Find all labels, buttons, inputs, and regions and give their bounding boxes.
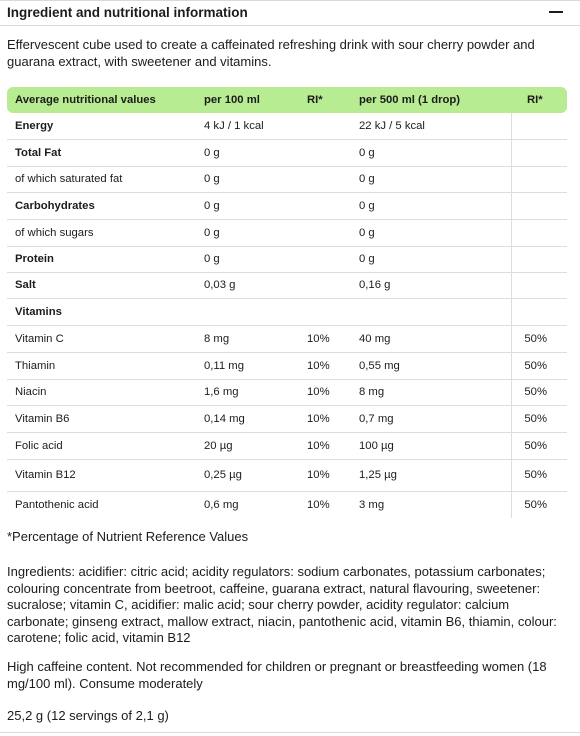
- nutrient-name: Vitamin B6: [7, 405, 204, 432]
- ri-per-500ml: [511, 246, 567, 272]
- ri-per-100ml: [307, 192, 355, 219]
- ri-per-500ml: 50%: [511, 325, 567, 352]
- table-row: [7, 246, 567, 272]
- ri-per-100ml: [307, 219, 355, 246]
- divider: [0, 25, 580, 26]
- value-per-100ml: 0,03 g: [204, 272, 307, 298]
- ri-per-500ml: 50%: [511, 379, 567, 405]
- table-row: [7, 272, 567, 298]
- nutrient-name: Protein: [7, 246, 204, 272]
- nutrient-name: Thiamin: [7, 352, 204, 379]
- nutrient-name: Vitamins: [7, 298, 204, 325]
- table-row: [7, 325, 567, 352]
- table-row: [7, 166, 567, 192]
- ri-per-500ml: [511, 192, 567, 219]
- value-per-100ml: 0,14 mg: [204, 405, 307, 432]
- value-per-500ml: 0 g: [355, 219, 511, 246]
- column-header: RI*: [307, 87, 355, 113]
- table-row: [7, 379, 567, 405]
- value-per-500ml: 0 g: [355, 246, 511, 272]
- ri-per-100ml: [307, 113, 355, 139]
- table-row: [7, 139, 567, 166]
- ingredients-text: Ingredients: acidifier: citric acid; acidity regulators: sodium carbonates, potassium carbonates; colouring concentrate from beetroot, caffeine, guarana extract, natural flavouring, sweetener: sucralose; vitamin C, acidifier: malic acid; sour cherry powder, acidity regulator: calcium carbonate; ginseng extract, mallow extract, niacin, pantothenic acid, vitamin B6, thiamin, colour: carotene; folic acid, vitamin B12: [7, 564, 557, 645]
- nutrition-table: [7, 87, 567, 518]
- ri-per-100ml: 10%: [307, 325, 355, 352]
- footnote: *Percentage of Nutrient Reference Values: [7, 529, 249, 544]
- value-per-500ml: 0,7 mg: [355, 405, 511, 432]
- ri-per-100ml: [307, 272, 355, 298]
- net-amount: 25,2 g (12 servings of 2,1 g): [7, 708, 169, 723]
- column-header: Average nutritional values: [7, 87, 204, 113]
- value-per-100ml: 0 g: [204, 139, 307, 166]
- column-header: per 500 ml (1 drop): [355, 87, 511, 113]
- nutrient-name: of which sugars: [7, 219, 204, 246]
- ri-per-100ml: [307, 139, 355, 166]
- ri-per-500ml: [511, 298, 567, 325]
- value-per-100ml: 20 µg: [204, 432, 307, 459]
- nutrient-name: Folic acid: [7, 432, 204, 459]
- value-per-100ml: 0,11 mg: [204, 352, 307, 379]
- value-per-100ml: 4 kJ / 1 kcal: [204, 113, 307, 139]
- value-per-500ml: 0 g: [355, 192, 511, 219]
- table-row: [7, 352, 567, 379]
- table-row: [7, 219, 567, 246]
- table-row: [7, 192, 567, 219]
- table-row: [7, 405, 567, 432]
- ri-per-500ml: 50%: [511, 459, 567, 491]
- ri-per-500ml: 50%: [511, 405, 567, 432]
- column-header: per 100 ml: [204, 87, 307, 113]
- value-per-100ml: 8 mg: [204, 325, 307, 352]
- value-per-500ml: 0 g: [355, 139, 511, 166]
- ri-per-100ml: [307, 166, 355, 192]
- ri-per-500ml: [511, 166, 567, 192]
- nutrient-name: Energy: [7, 113, 204, 139]
- table-row: [7, 491, 567, 518]
- value-per-500ml: 0,16 g: [355, 272, 511, 298]
- nutrient-name: Vitamin C: [7, 325, 204, 352]
- ri-per-500ml: 50%: [524, 498, 547, 511]
- value-per-500ml: 1,25 µg: [355, 459, 511, 491]
- value-per-100ml: 0 g: [204, 166, 307, 192]
- table-header-row: [7, 87, 567, 113]
- value-per-100ml: 1,6 mg: [204, 379, 307, 405]
- value-per-100ml: 0 g: [204, 219, 307, 246]
- value-per-500ml: 3 mg: [355, 491, 511, 518]
- divider: [0, 732, 580, 733]
- ri-per-500ml: [511, 272, 567, 298]
- ri-per-500ml: [511, 139, 567, 166]
- nutrient-name: Carbohydrates: [7, 192, 204, 219]
- section-title: Ingredient and nutritional information: [7, 4, 248, 20]
- value-per-500ml: 22 kJ / 5 kcal: [355, 113, 511, 139]
- table-body: [7, 113, 567, 518]
- minus-icon: [549, 11, 563, 13]
- ri-per-100ml: 10%: [307, 498, 330, 511]
- nutrient-name: Pantothenic acid: [15, 498, 99, 511]
- ri-per-100ml: 10%: [307, 432, 355, 459]
- value-per-500ml: 0,55 mg: [355, 352, 511, 379]
- value-per-500ml: [355, 298, 511, 325]
- value-per-100ml: [204, 298, 307, 325]
- nutrient-name: of which saturated fat: [7, 166, 204, 192]
- value-per-500ml: 0 g: [355, 166, 511, 192]
- product-description: Effervescent cube used to create a caffeinated refreshing drink with sour cherry powder and guarana extract, with sweetener and vitamins.: [7, 37, 535, 69]
- nutrient-name: Salt: [7, 272, 204, 298]
- ri-per-100ml: 10%: [307, 379, 355, 405]
- ri-per-100ml: 10%: [307, 352, 355, 379]
- ri-per-100ml: 10%: [307, 405, 355, 432]
- table-row: [7, 459, 567, 491]
- value-per-100ml: 0,6 mg: [204, 498, 239, 511]
- table-row: [7, 298, 567, 325]
- ri-per-100ml: [307, 298, 355, 325]
- value-per-100ml: 0 g: [204, 192, 307, 219]
- value-per-500ml: 8 mg: [355, 379, 511, 405]
- value-per-500ml: 100 µg: [355, 432, 511, 459]
- caffeine-warning: High caffeine content. Not recommended for children or pregnant or breastfeeding women (18 mg/100 ml). Consume moderately: [7, 659, 547, 691]
- ri-per-500ml: 50%: [511, 432, 567, 459]
- collapse-button[interactable]: [545, 2, 567, 22]
- nutrient-name: Total Fat: [7, 139, 204, 166]
- table-row: [7, 113, 567, 139]
- ri-per-100ml: [307, 246, 355, 272]
- table-row: [7, 432, 567, 459]
- value-per-500ml: 40 mg: [355, 325, 511, 352]
- nutrient-name: Vitamin B12: [7, 459, 204, 491]
- value-per-100ml: 0,25 µg: [204, 459, 307, 491]
- column-header: RI*: [511, 87, 567, 113]
- value-per-100ml: 0 g: [204, 246, 307, 272]
- ri-per-500ml: [511, 113, 567, 139]
- nutrient-name: Niacin: [7, 379, 204, 405]
- ri-per-100ml: 10%: [307, 459, 355, 491]
- ri-per-500ml: [511, 219, 567, 246]
- accordion-header[interactable]: [7, 0, 567, 24]
- ri-per-500ml: 50%: [511, 352, 567, 379]
